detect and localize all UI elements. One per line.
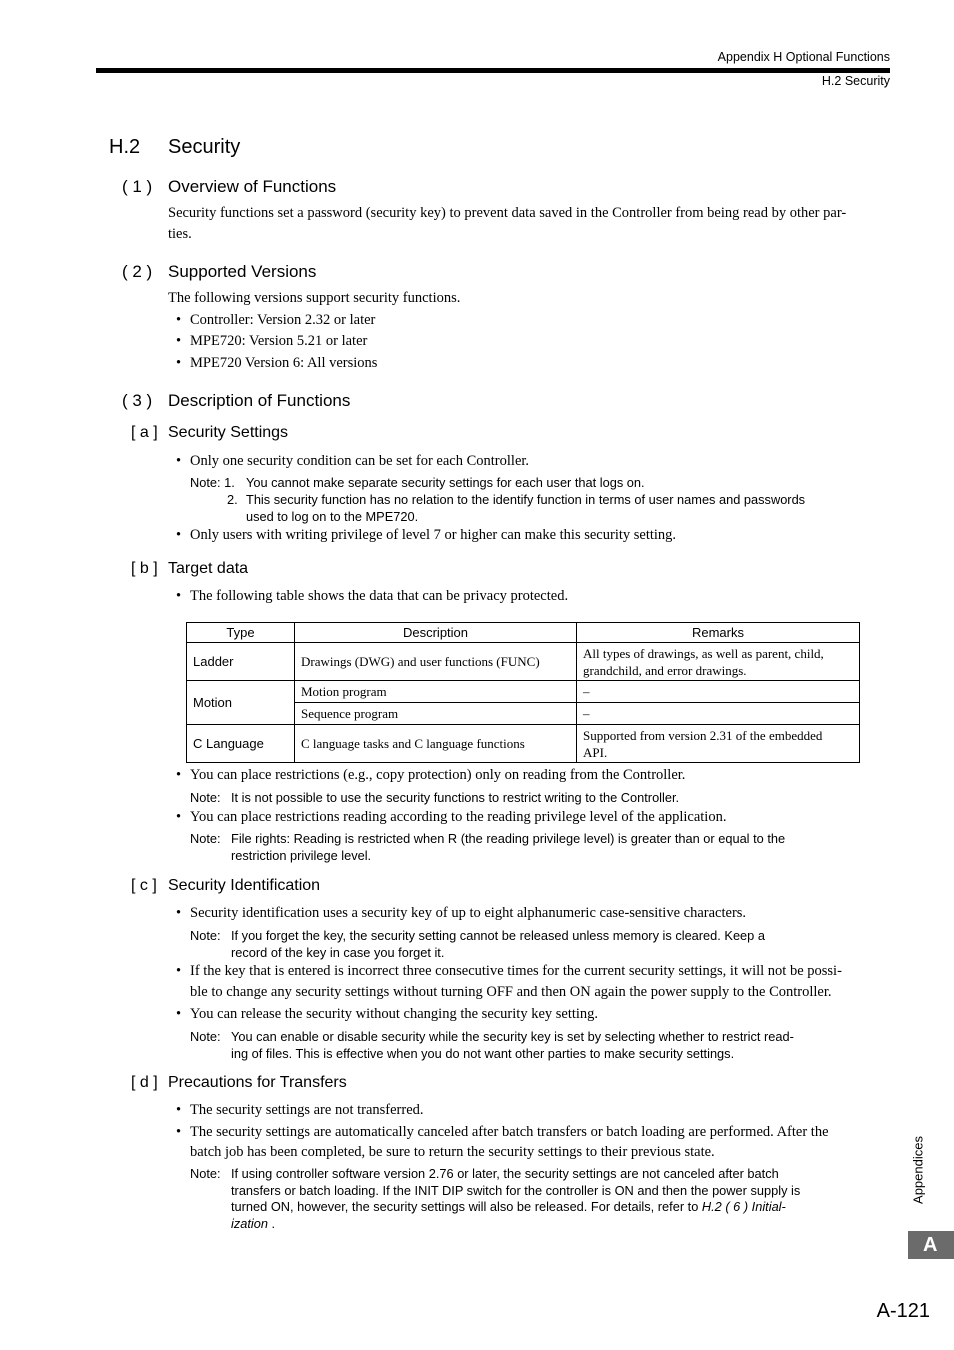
cell-remarks: Supported from version 2.31 of the embedded API. [577,725,860,763]
note-text: used to log on to the MPE720. [246,509,419,524]
table-row [187,643,860,681]
list-item: • The security settings are not transferred. [176,1102,424,1118]
cell-description: C language tasks and C language functions [295,725,577,763]
overview-paragraph-line2: ties. [168,226,192,242]
cell-remarks: – [577,681,860,703]
list-item: • You can release the security without changing the security key setting. [176,1006,599,1022]
subsection-2-title: Supported Versions [168,262,317,281]
item-d-title: Precautions for Transfers [168,1074,347,1091]
note-label: Note: [190,831,221,846]
note-text: transfers or batch loading. If the INIT DIP switch for the controller is ON and then the power supply is [231,1183,801,1198]
subsection-3-number: ( 3 ) [122,391,153,410]
cell-type: Motion [187,681,295,725]
table-row [187,681,860,703]
note-text: You can enable or disable security while the security key is set by selecting whether to restrict read- [231,1029,794,1044]
note-text: ization . [231,1216,276,1231]
note-text: ing of files. This is effective when you do not want other parties to make security settings. [231,1046,735,1061]
cell-type: Ladder [187,643,295,681]
list-item: • Security identification uses a security key of up to eight alphanumeric case-sensitive characters. [176,905,747,921]
column-header-type: Type [187,623,295,643]
item-c-title: Security Identification [168,877,321,894]
subsection-1-title: Overview of Functions [168,177,337,196]
cross-reference-link[interactable]: H.2 ( 6 ) Initial- [701,1199,786,1214]
note-label: Note: [190,1029,221,1044]
cell-type: C Language [187,725,295,763]
running-header-section: H.2 Security [821,74,890,88]
item-b-title: Target data [168,560,249,577]
subsection-2-number: ( 2 ) [122,262,153,281]
section-number: H.2 [109,136,141,158]
side-tab-label: Appendices [910,1136,926,1204]
versions-intro: The following versions support security functions. [168,290,461,306]
cross-reference-link[interactable]: ization [231,1216,268,1231]
note-text: restriction privilege level. [231,848,372,863]
item-a-title: Security Settings [168,424,289,441]
list-item: • The security settings are automatically canceled after batch transfers or batch loading are performed. After the [176,1124,829,1140]
note-text: record of the key in case you forget it. [231,945,445,960]
cell-remarks: All types of drawings, as well as parent, child, grandchild, and error drawings. [577,643,860,681]
note-label: Note: [190,790,221,805]
note-text: turned ON, however, the security settings will also be released. For details, refer to H.2 ( 6 ) Initial- [231,1199,786,1214]
subsection-3-title: Description of Functions [168,391,351,410]
list-item: • Controller: Version 2.32 or later [176,312,376,328]
list-item: • You can place restrictions (e.g., copy protection) only on reading from the Controller. [176,767,686,783]
note-text: File rights: Reading is restricted when R (the reading privilege level) is greater than or equal to the [231,831,786,846]
list-item: • The following table shows the data that can be privacy protected. [176,588,569,604]
note-label: Note: [190,928,221,943]
column-header-description: Description [295,623,577,643]
table-header-row [187,623,860,643]
table-row [187,725,860,763]
cell-description: Motion program [295,681,577,703]
item-d-number: [ d ] [131,1074,158,1091]
appendix-tab: A [908,1231,954,1259]
note-label: Note: [190,1166,221,1181]
note-text: If you forget the key, the security setting cannot be released unless memory is cleared. Keep a [231,928,765,943]
item-a-number: [ a ] [131,424,158,441]
list-item: • MPE720: Version 5.21 or later [176,333,368,349]
list-item: • MPE720 Version 6: All versions [176,355,378,371]
item-c-number: [ c ] [131,877,157,894]
list-item: • If the key that is entered is incorrect three consecutive times for the current security settings, it will not be possi- [176,963,842,979]
section-title: Security [168,136,241,158]
list-item-continuation: batch job has been completed, be sure to return the security settings to their previous state. [190,1144,715,1160]
list-item: • Only one security condition can be set for each Controller. [176,453,530,469]
header-rule [96,68,890,73]
note-text: It is not possible to use the security functions to restrict writing to the Controller. [231,790,680,805]
list-item-continuation: ble to change any security settings without turning OFF and then ON again the power supply to the Controller. [190,984,832,1000]
protected-data-table [186,622,860,763]
note-label: Note: 1. [190,475,235,490]
running-header-chapter: Appendix H Optional Functions [717,50,890,64]
note-text: This security function has no relation to the identify function in terms of user names and passwords [246,492,806,507]
list-item: • Only users with writing privilege of level 7 or higher can make this security setting. [176,527,677,543]
column-header-remarks: Remarks [577,623,860,643]
note-number: 2. [227,492,238,507]
item-b-number: [ b ] [131,560,158,577]
list-item: • You can place restrictions reading according to the reading privilege level of the application. [176,809,727,825]
cell-remarks: – [577,703,860,725]
overview-paragraph-line1: Security functions set a password (security key) to prevent data saved in the Controller from being read by other par- [168,205,847,221]
subsection-1-number: ( 1 ) [122,177,153,196]
note-text: If using controller software version 2.76 or later, the security settings are not canceled after batch [231,1166,779,1181]
page-number: A-121 [876,1300,930,1322]
cell-description: Drawings (DWG) and user functions (FUNC) [295,643,577,681]
note-text: You cannot make separate security settings for each user that logs on. [246,475,645,490]
cell-description: Sequence program [295,703,577,725]
